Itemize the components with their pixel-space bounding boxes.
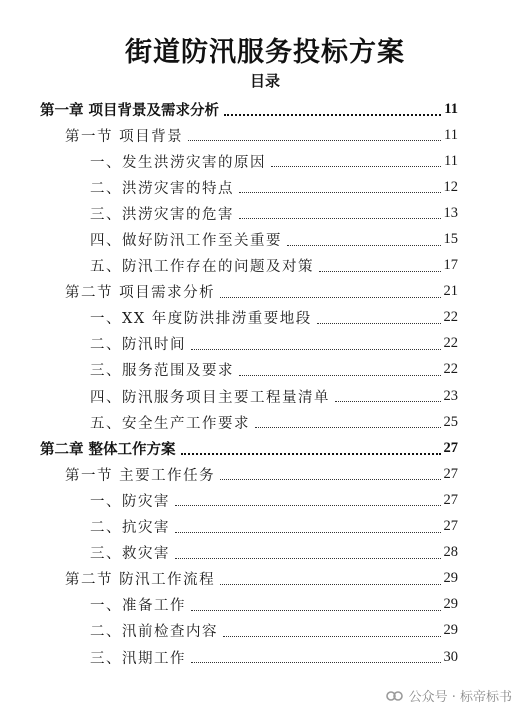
toc-subsection-entry[interactable] [0, 357, 530, 383]
toc-entry-page-number: 13 [443, 204, 458, 221]
toc-entry-page-number: 11 [444, 100, 458, 117]
wechat-official-account-icon [386, 689, 404, 703]
toc-subsection-entry[interactable] [0, 200, 530, 226]
toc-dot-leader [175, 557, 441, 559]
toc-entry-page-number: 11 [444, 152, 458, 169]
toc-dot-leader [220, 296, 440, 298]
toc-subsection-entry[interactable] [0, 409, 530, 435]
toc-entry-page-number: 22 [443, 335, 458, 352]
toc-entry-page-number: 25 [443, 413, 458, 430]
toc-entry-label: 一、防灾害 [90, 493, 170, 510]
toc-entry-label: 二、汛前检查内容 [90, 624, 218, 641]
toc-section-entry[interactable] [0, 279, 530, 305]
toc-entry-label: 四、做好防汛工作至关重要 [90, 233, 282, 250]
toc-entry-label: 四、防汛服务项目主要工程量清单 [90, 389, 330, 406]
toc-subsection-entry[interactable] [0, 514, 530, 540]
toc-entry-page-number: 22 [443, 361, 458, 378]
toc-subsection-entry[interactable] [0, 305, 530, 331]
toc-entry-page-number: 21 [443, 283, 458, 300]
toc-entry-page-number: 22 [443, 309, 458, 326]
toc-entry-page-number: 27 [443, 491, 458, 508]
toc-entry-label: 第一章 项目背景及需求分析 [40, 101, 220, 119]
toc-entry-page-number: 29 [443, 622, 458, 639]
toc-chapter-entry[interactable] [0, 435, 530, 461]
toc-entry-label: 五、安全生产工作要求 [90, 415, 250, 432]
toc-dot-leader [287, 244, 441, 246]
toc-entry-label: 第二节 防汛工作流程 [65, 572, 216, 589]
toc-chapter-entry[interactable] [0, 96, 530, 122]
toc-entry-label: 一、准备工作 [90, 598, 186, 615]
toc-dot-leader [220, 478, 440, 480]
watermark [382, 684, 516, 707]
toc-entry-page-number: 29 [443, 596, 458, 613]
toc-dot-leader [223, 635, 441, 637]
toc-dot-leader [191, 661, 441, 663]
toc-dot-leader [239, 191, 441, 193]
toc-dot-leader [191, 609, 441, 611]
toc-entry-page-number: 29 [443, 570, 458, 587]
toc-dot-leader [255, 426, 441, 428]
toc-entry-label: 二、洪涝灾害的特点 [90, 180, 234, 197]
toc-heading: 目录 [249, 72, 280, 90]
toc-entry-label: 二、防汛时间 [90, 337, 186, 354]
toc-entry-page-number: 27 [443, 465, 458, 482]
toc-dot-leader [188, 139, 441, 141]
toc-entry-page-number: 15 [443, 231, 458, 248]
toc-dot-leader [175, 531, 441, 533]
toc-entry-label: 第一节 主要工作任务 [65, 467, 216, 484]
toc-subsection-entry[interactable] [0, 226, 530, 252]
watermark-text: 公众号 · 标帝标书 [408, 690, 512, 705]
toc-entry-page-number: 12 [443, 178, 458, 195]
toc-dot-leader [319, 270, 441, 272]
toc-entry-page-number: 30 [443, 648, 458, 665]
toc-entry-label: 第二章 整体工作方案 [40, 440, 176, 458]
toc-entry-label: 第二节 项目需求分析 [65, 285, 216, 302]
toc-subsection-entry[interactable] [0, 174, 530, 200]
toc-entry-page-number: 17 [443, 257, 458, 274]
toc-entry-label: 三、洪涝灾害的危害 [90, 206, 234, 223]
toc-dot-leader [191, 348, 441, 350]
toc-entry-label: 三、汛期工作 [90, 650, 186, 667]
toc-entry-label: 五、防汛工作存在的问题及对策 [90, 259, 314, 276]
toc-section-entry[interactable] [0, 566, 530, 592]
toc-entry-label: 三、救灾害 [90, 546, 170, 563]
toc-dot-leader [239, 217, 441, 219]
toc-subsection-entry[interactable] [0, 383, 530, 409]
toc-entry-label: 一、XX 年度防洪排涝重要地段 [90, 311, 312, 328]
toc-entry-label: 二、抗灾害 [90, 520, 170, 537]
toc-dot-leader [175, 504, 441, 506]
toc-subsection-entry[interactable] [0, 592, 530, 618]
toc-section-entry[interactable] [0, 122, 530, 148]
toc-dot-leader [181, 452, 441, 455]
toc-dot-leader [335, 400, 441, 402]
toc-entry-label: 三、服务范围及要求 [90, 363, 234, 380]
toc-subsection-entry[interactable] [0, 618, 530, 644]
toc-subsection-entry[interactable] [0, 644, 530, 670]
toc-entry-label: 一、发生洪涝灾害的原因 [90, 154, 266, 171]
toc-dot-leader [224, 113, 441, 116]
toc-entry-page-number: 11 [444, 126, 458, 143]
toc-entry-page-number: 27 [443, 518, 458, 535]
table-of-contents [0, 96, 530, 670]
toc-subsection-entry[interactable] [0, 331, 530, 357]
toc-subsection-entry[interactable] [0, 148, 530, 174]
toc-entry-page-number: 27 [443, 439, 458, 456]
toc-dot-leader [239, 374, 441, 376]
toc-entry-label: 第一节 项目背景 [65, 128, 184, 145]
toc-subsection-entry[interactable] [0, 253, 530, 279]
toc-section-entry[interactable] [0, 461, 530, 487]
toc-entry-page-number: 23 [443, 387, 458, 404]
toc-subsection-entry[interactable] [0, 487, 530, 513]
toc-dot-leader [317, 322, 441, 324]
toc-dot-leader [220, 583, 440, 585]
toc-subsection-entry[interactable] [0, 540, 530, 566]
toc-entry-page-number: 28 [443, 544, 458, 561]
document-title: 街道防汛服务投标方案 [125, 37, 405, 68]
toc-dot-leader [271, 165, 441, 167]
